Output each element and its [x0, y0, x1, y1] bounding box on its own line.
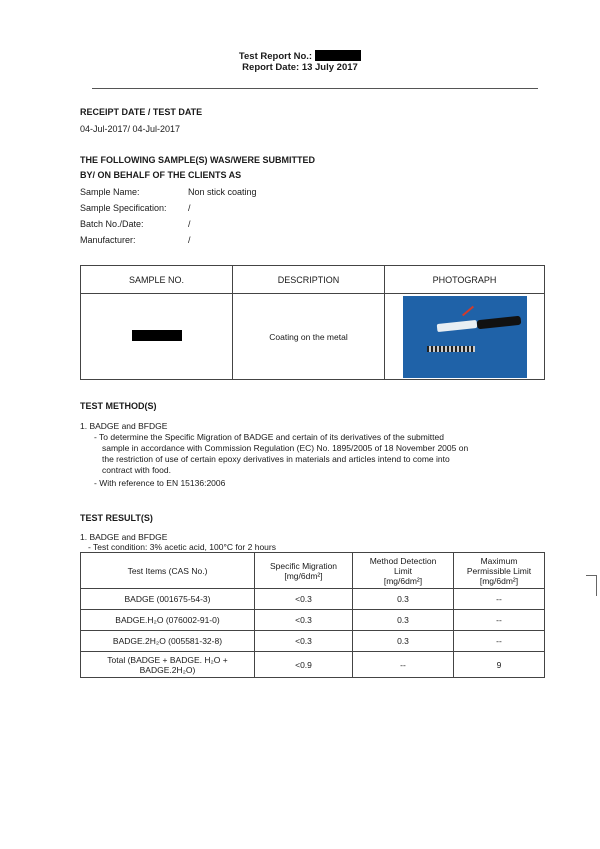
test-result-item: 1. BADGE and BFDGE	[80, 532, 168, 542]
table-row	[81, 589, 545, 610]
result-table	[80, 552, 545, 678]
test-result-heading: TEST RESULT(S)	[80, 513, 153, 523]
row-migration: <0.3	[255, 589, 353, 610]
total-mdl: --	[353, 652, 454, 678]
test-method-line-3: the restriction of use of certain epoxy derivatives in materials and articles intend to come into	[102, 454, 450, 464]
test-method-line-1: - To determine the Specific Migration of BADGE and certain of its derivatives of the submitted	[94, 432, 444, 442]
sample-spec-label: Sample Specification:	[80, 203, 167, 213]
table-row	[81, 631, 545, 652]
report-date: Report Date: 13 July 2017	[242, 62, 358, 73]
row-limit: --	[454, 610, 545, 631]
submitted-heading-1: THE FOLLOWING SAMPLE(S) WAS/WERE SUBMITTED	[80, 155, 315, 165]
photograph-header: PHOTOGRAPH	[385, 266, 545, 294]
batch-value: /	[188, 219, 191, 229]
coated-blade	[436, 319, 477, 331]
sample-table	[80, 265, 545, 380]
test-method-line-5: - With reference to EN 15136:2006	[94, 478, 226, 488]
row-migration: <0.3	[255, 610, 353, 631]
table-row	[81, 610, 545, 631]
row-limit: --	[454, 589, 545, 610]
sample-no-header: SAMPLE NO.	[81, 266, 233, 294]
sample-name-value: Non stick coating	[188, 187, 257, 197]
col-max-permissible-limit: Maximum Permissible Limit [mg/6dm²]	[454, 553, 545, 589]
scale-ruler	[427, 346, 475, 352]
row-item: BADGE.H₂O (076002-91-0)	[81, 610, 255, 631]
description-cell: Coating on the metal	[233, 294, 385, 380]
description-header: DESCRIPTION	[233, 266, 385, 294]
row-mdl: 0.3	[353, 589, 454, 610]
photograph-cell	[385, 294, 545, 380]
test-method-line-2: sample in accordance with Commission Regulation (EC) No. 1895/2005 of 18 November 2005 on	[102, 443, 469, 453]
batch-label: Batch No./Date:	[80, 219, 144, 229]
receipt-heading: RECEIPT DATE / TEST DATE	[80, 107, 203, 117]
manufacturer-value: /	[188, 235, 191, 245]
col-specific-migration: Specific Migration [mg/6dm²]	[255, 553, 353, 589]
sample-name-label: Sample Name:	[80, 187, 140, 197]
redacted-report-number	[315, 50, 361, 61]
col-method-detection-limit: Method Detection Limit [mg/6dm²]	[353, 553, 454, 589]
total-limit: 9	[454, 652, 545, 678]
submitted-heading-2: BY/ ON BEHALF OF THE CLIENTS AS	[80, 170, 242, 180]
report-number-line	[0, 50, 600, 62]
row-mdl: 0.3	[353, 631, 454, 652]
row-item: BADGE.2H₂O (005581-32-8)	[81, 631, 255, 652]
knife-handle	[476, 315, 521, 329]
total-row	[81, 652, 545, 678]
test-method-heading: TEST METHOD(S)	[80, 401, 157, 411]
row-mdl: 0.3	[353, 610, 454, 631]
sample-photo	[403, 296, 527, 378]
row-migration: <0.3	[255, 631, 353, 652]
total-item: Total (BADGE + BADGE. H₂O + BADGE.2H₂O)	[81, 652, 255, 678]
sample-spec-value: /	[188, 203, 191, 213]
test-condition: - Test condition: 3% acetic acid, 100°C for 2 hours	[88, 542, 276, 552]
manufacturer-label: Manufacturer:	[80, 235, 136, 245]
row-item: BADGE (001675-54-3)	[81, 589, 255, 610]
receipt-value: 04-Jul-2017/ 04-Jul-2017	[80, 124, 181, 134]
red-arrow-marker	[461, 305, 473, 316]
redacted-sample-number	[132, 330, 182, 341]
col-test-items: Test Items (CAS No.)	[81, 553, 255, 589]
sample-no-cell	[81, 294, 233, 380]
scan-edge-mark	[586, 575, 597, 596]
test-method-item: 1. BADGE and BFDGE	[80, 421, 168, 431]
test-method-line-4: contract with food.	[102, 465, 171, 475]
total-migration: <0.9	[255, 652, 353, 678]
row-limit: --	[454, 631, 545, 652]
header-divider	[92, 88, 538, 89]
report-number-label: Test Report No.:	[238, 51, 313, 62]
